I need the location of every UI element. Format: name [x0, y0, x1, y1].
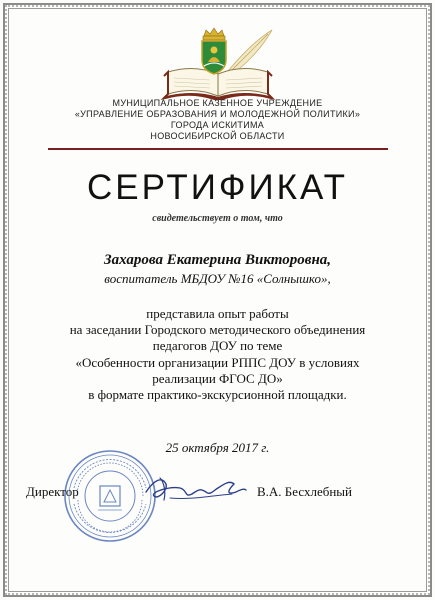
org-line-3: ГОРОДА ИСКИТИМА: [170, 120, 265, 130]
organization-header: [40, 98, 395, 142]
handwritten-signature-icon: [140, 470, 250, 506]
certificate-title: СЕРТИФИКАТ: [86, 168, 349, 207]
body-line: педагогов ДОУ по теме: [152, 338, 283, 354]
coat-of-arms-emblem-icon: [160, 26, 278, 100]
org-line-4: НОВОСИБИРСКОЙ ОБЛАСТИ: [150, 131, 285, 141]
org-line-2: «УПРАВЛЕНИЕ ОБРАЗОВАНИЯ И МОЛОДЕЖНОЙ ПОЛИТИКИ»: [74, 109, 361, 119]
body-line: «Особенности организации РППС ДОУ в условиях: [75, 354, 360, 370]
issue-date: 25 октября 2017 г.: [165, 440, 270, 455]
body-line: реализации ФГОС ДО»: [152, 370, 283, 386]
header-divider: [48, 148, 388, 150]
recipient-position: воспитатель МБДОУ №16 «Солнышко»,: [104, 271, 331, 286]
signatory-name: В.А. Бесхлебный: [257, 484, 352, 499]
certificate-body: [20, 306, 415, 403]
signatory-role: Директор: [26, 484, 79, 499]
body-line: представила опыт работы: [146, 306, 289, 321]
org-line-1: МУНИЦИПАЛЬНОЕ КАЗЕННОЕ УЧРЕЖДЕНИЕ: [112, 98, 323, 108]
recipient-name: Захарова Екатерина Викторовна,: [103, 252, 332, 268]
certificate-subtitle: свидетельствует о том, что: [152, 213, 283, 224]
body-line: в формате практико-экскурсионной площадки.: [88, 387, 347, 403]
body-line: на заседании Городского методического объединения: [69, 322, 366, 338]
